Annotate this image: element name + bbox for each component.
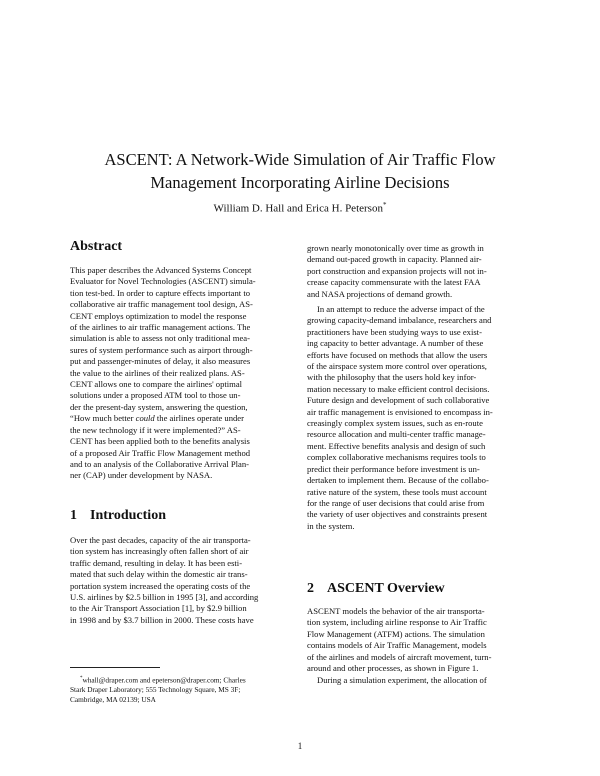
- abstract-line: ner (CAP) under development by NASA.: [70, 470, 213, 481]
- abstract-line: collaborative air traffic management tool design, AS-: [70, 299, 253, 310]
- abstract-line: tion test-bed. In order to capture effects important to: [70, 287, 251, 298]
- intro-line: to the Air Transport Association [1], by $2.9 billion: [70, 603, 247, 614]
- ascent-overview-heading: [307, 581, 445, 597]
- title-line-1: ASCENT: A Network-Wide Simulation of Air Traffic Flow: [104, 150, 496, 169]
- intro-line: mated that such delay within the domestic air trans-: [70, 569, 248, 580]
- abstract-heading: Abstract: [70, 239, 123, 254]
- footnote-line: Cambridge, MA 02139; USA: [70, 694, 156, 704]
- section-number: 2: [307, 581, 314, 596]
- body-line: mation necessary to make efficient control decisions.: [307, 383, 490, 394]
- abstract-line: and to an analysis of the Collaborative Arrival Plan-: [70, 458, 249, 469]
- body-line: creasingly complex system issues, such as en-route: [307, 418, 483, 429]
- abstract-line: CENT allows one to compare the airlines' optimal: [70, 379, 243, 390]
- abstract-emphasis: could: [135, 413, 155, 424]
- body-line: Future design and development of such collaborative: [307, 395, 490, 406]
- abstract-line: of the airlines to air traffic management actions. The: [70, 322, 251, 333]
- intro-line: tion system has increasingly often fallen short of air: [70, 546, 249, 557]
- footnote-line: Stark Draper Laboratory; 555 Technology Square, MS 3F;: [70, 685, 241, 695]
- body-line: complex collaborative mechanisms requires tools to: [307, 452, 486, 463]
- right-column-paragraph-1: [307, 243, 537, 300]
- abstract-line: Evaluator for Novel Technologies (ASCENT) simula-: [70, 276, 256, 287]
- introduction-body: [70, 535, 300, 626]
- body-line: efforts have focused on methods that allow the users: [307, 349, 488, 360]
- intro-line: U.S. airlines by $2.5 billion in 1995 [3], and according: [70, 592, 259, 603]
- body-line: During a simulation experiment, the allocation of: [317, 675, 487, 685]
- author-footnote: [70, 667, 300, 704]
- intro-line: portation system increased the operating costs of the: [70, 580, 251, 591]
- author-names: William D. Hall and Erica H. Peterson: [213, 202, 383, 215]
- introduction-heading: [70, 508, 166, 524]
- abstract-line-end: the airlines operate under: [156, 413, 244, 424]
- abstract-body: [70, 265, 300, 482]
- body-line: rative nature of the system, these tools must account: [307, 486, 487, 497]
- abstract-line: der the present-day system, answering the question,: [70, 401, 248, 412]
- abstract-line-start: “How much better: [70, 413, 134, 424]
- body-line: port construction and expansion projects will not in-: [307, 265, 487, 276]
- body-line: demand out-paced growth in capacity. Planned air-: [307, 254, 482, 265]
- body-line: air traffic management is envisioned to encompass in-: [307, 406, 493, 417]
- abstract-line: [70, 413, 300, 424]
- intro-line: in 1998 and by $3.7 billion in 2000. These costs have: [70, 614, 254, 625]
- body-line: in the system.: [307, 520, 355, 531]
- abstract-line: put and passenger-minutes of delay, it also measures: [70, 356, 251, 367]
- footnote-rule: [70, 667, 160, 668]
- paper-title: [0, 148, 600, 194]
- body-line: ing capacity to better advantage. A number of these: [307, 338, 484, 349]
- body-line: ASCENT models the behavior of the air transporta-: [307, 606, 485, 616]
- body-line: practitioners have been studying ways to use exist-: [307, 326, 482, 337]
- footnote-text: whall@draper.com and epeterson@draper.com; Charles: [82, 675, 246, 685]
- footnote-mark: *: [80, 676, 83, 681]
- abstract-line: CENT has been applied both to the benefits analysis: [70, 436, 250, 447]
- abstract-line: sures of system performance such as airport through-: [70, 344, 253, 355]
- ascent-overview-paragraph-2: [307, 675, 537, 686]
- abstract-line: the new technology if it were implemented?” AS-: [70, 424, 241, 435]
- body-line: and NASA projections of demand growth.: [307, 288, 453, 299]
- body-line: of the airlines and models of aircraft movement, turn-: [307, 651, 492, 662]
- body-line: of the airspace system more control over operations,: [307, 361, 487, 372]
- page-number: 1: [297, 741, 303, 751]
- abstract-line: CENT employs optimization to model the response: [70, 310, 247, 321]
- body-line: crease capacity commensurate with the latest FAA: [307, 277, 481, 288]
- body-line: Flow Management (ATFM) actions. The simulation: [307, 628, 485, 639]
- body-line: In an attempt to reduce the adverse impact of the: [317, 304, 485, 314]
- body-line: ment. Effective benefits analysis and design of such: [307, 440, 486, 451]
- body-line: dertaken to implement them. Because of the collabo-: [307, 475, 489, 486]
- body-line: growing capacity-demand imbalance, researchers and: [307, 315, 492, 326]
- title-line-2: Management Incorporating Airline Decisions: [150, 173, 450, 192]
- body-line: tion system, including airline response to Air Traffic: [307, 617, 487, 628]
- body-line: the variety of user objectives and constraints present: [307, 509, 488, 520]
- body-line: contains models of Air Traffic Management, models: [307, 640, 487, 651]
- abstract-line: This paper describes the Advanced Systems Concept: [70, 265, 252, 275]
- footnote-line: [70, 674, 300, 685]
- abstract-line: solutions under a proposed ATM tool to those un-: [70, 390, 241, 401]
- body-line: resource allocation and multi-center traffic manage-: [307, 429, 486, 440]
- body-line: with the philosophy that the users hold key infor-: [307, 372, 477, 383]
- section-title: ASCENT Overview: [327, 581, 445, 596]
- section-title: Introduction: [90, 508, 166, 523]
- body-line: around and other processes, as shown in Figure 1.: [307, 663, 479, 674]
- section-number: 1: [70, 508, 77, 523]
- abstract-line: simulation is able to assess not only traditional mea-: [70, 333, 250, 344]
- ascent-overview-paragraph-1: [307, 606, 537, 674]
- body-line: predict their performance before investment is un-: [307, 463, 480, 474]
- body-line: grown nearly monotonically over time as growth in: [307, 243, 484, 253]
- abstract-line: of a proposed Air Traffic Flow Management method: [70, 447, 251, 458]
- intro-line: Over the past decades, capacity of the air transporta-: [70, 535, 251, 545]
- intro-line: traffic demand, resulting in delay. It has been esti-: [70, 557, 243, 568]
- abstract-line: the value to the airlines of their realized plans. AS-: [70, 367, 245, 378]
- right-column-paragraph-2: [307, 304, 537, 532]
- author-footnote-mark: *: [382, 201, 387, 209]
- body-line: for the range of user decisions that could arise from: [307, 497, 485, 508]
- author-list: [0, 201, 600, 215]
